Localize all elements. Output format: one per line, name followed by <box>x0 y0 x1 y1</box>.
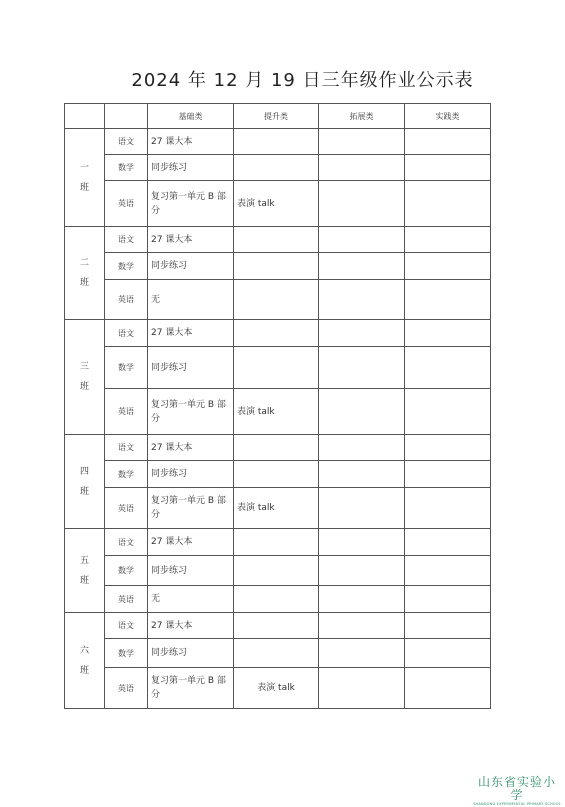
school-name: 山东省实验小学 <box>477 775 556 802</box>
practice-cell <box>405 586 491 613</box>
basic-cell: 27 课大本 <box>148 320 234 347</box>
extend-cell <box>319 389 405 435</box>
advance-cell <box>234 461 319 488</box>
subject-cell: 英语 <box>105 280 148 320</box>
extend-cell <box>319 253 405 280</box>
table-row <box>65 639 491 668</box>
advance-cell <box>234 280 319 320</box>
table-row <box>65 461 491 488</box>
school-name-en: SHANDONG EXPERIMENTAL PRIMARY SCHOOL <box>473 802 561 806</box>
basic-cell: 无 <box>148 586 234 613</box>
header-cell <box>65 104 105 129</box>
subject-cell: 英语 <box>105 389 148 435</box>
extend-cell <box>319 586 405 613</box>
practice-cell <box>405 556 491 586</box>
extend-cell <box>319 529 405 556</box>
basic-cell: 复习第一单元 B 部分 <box>148 181 234 227</box>
class-suffix: 班 <box>79 182 89 193</box>
advance-cell <box>234 586 319 613</box>
basic-cell: 同步练习 <box>148 556 234 586</box>
subject-cell: 英语 <box>105 668 148 709</box>
table-row <box>65 129 491 155</box>
class-name-cell <box>65 435 105 529</box>
class-suffix: 班 <box>79 575 89 586</box>
subject-cell: 英语 <box>105 586 148 613</box>
school-logo <box>472 776 562 807</box>
advance-cell <box>234 613 319 639</box>
basic-cell: 27 课大本 <box>148 613 234 639</box>
header-cell-practice: 实践类 <box>405 104 491 129</box>
advance-cell <box>234 320 319 347</box>
practice-cell <box>405 320 491 347</box>
basic-cell: 同步练习 <box>148 639 234 668</box>
basic-cell: 无 <box>148 280 234 320</box>
extend-cell <box>319 181 405 227</box>
basic-cell: 复习第一单元 B 部分 <box>148 668 234 709</box>
table-row <box>65 227 491 253</box>
extend-cell <box>319 320 405 347</box>
extend-cell <box>319 347 405 389</box>
advance-cell <box>234 253 319 280</box>
header-cell <box>105 104 148 129</box>
header-cell-extend: 拓展类 <box>319 104 405 129</box>
advance-cell: 表演 talk <box>234 668 319 709</box>
class-number: 五 <box>79 555 89 566</box>
class-name-cell <box>65 320 105 435</box>
class-name-cell <box>65 613 105 709</box>
subject-cell: 语文 <box>105 435 148 461</box>
subject-cell: 数学 <box>105 253 148 280</box>
practice-cell <box>405 389 491 435</box>
advance-cell <box>234 435 319 461</box>
table-row <box>65 586 491 613</box>
basic-cell: 27 课大本 <box>148 129 234 155</box>
basic-cell: 27 课大本 <box>148 435 234 461</box>
class-number: 二 <box>79 258 89 268</box>
subject-cell: 语文 <box>105 529 148 556</box>
practice-cell <box>405 227 491 253</box>
advance-cell <box>234 529 319 556</box>
extend-cell <box>319 668 405 709</box>
subject-cell: 语文 <box>105 613 148 639</box>
advance-cell: 表演 talk <box>234 488 319 529</box>
class-name-cell <box>65 529 105 613</box>
subject-cell: 数学 <box>105 461 148 488</box>
table-row <box>65 488 491 529</box>
header-row <box>65 104 491 129</box>
class-number: 三 <box>79 362 89 372</box>
table-row <box>65 668 491 709</box>
basic-cell: 同步练习 <box>148 347 234 389</box>
advance-cell <box>234 227 319 253</box>
practice-cell <box>405 181 491 227</box>
extend-cell <box>319 639 405 668</box>
subject-cell: 语文 <box>105 227 148 253</box>
subject-cell: 英语 <box>105 488 148 529</box>
subject-cell: 数学 <box>105 556 148 586</box>
page-title: 2024 年 12 月 19 日三年级作业公示表 <box>131 70 474 91</box>
extend-cell <box>319 556 405 586</box>
table-row <box>65 155 491 181</box>
practice-cell <box>405 280 491 320</box>
extend-cell <box>319 227 405 253</box>
basic-cell: 27 课大本 <box>148 227 234 253</box>
advance-cell: 表演 talk <box>234 181 319 227</box>
table-row <box>65 613 491 639</box>
advance-cell <box>234 556 319 586</box>
table-row <box>65 556 491 586</box>
subject-cell: 数学 <box>105 155 148 181</box>
practice-cell <box>405 253 491 280</box>
subject-cell: 语文 <box>105 320 148 347</box>
header-cell-basic: 基础类 <box>148 104 234 129</box>
practice-cell <box>405 613 491 639</box>
class-suffix: 班 <box>79 486 89 497</box>
practice-cell <box>405 668 491 709</box>
table-row <box>65 181 491 227</box>
practice-cell <box>405 155 491 181</box>
extend-cell <box>319 129 405 155</box>
subject-cell: 数学 <box>105 639 148 668</box>
advance-cell <box>234 129 319 155</box>
practice-cell <box>405 639 491 668</box>
advance-cell <box>234 347 319 389</box>
practice-cell <box>405 435 491 461</box>
basic-cell: 复习第一单元 B 部分 <box>148 488 234 529</box>
class-number: 四 <box>79 466 89 477</box>
basic-cell: 同步练习 <box>148 253 234 280</box>
subject-cell: 数学 <box>105 347 148 389</box>
advance-cell <box>234 155 319 181</box>
table-row <box>65 280 491 320</box>
basic-cell: 27 课大本 <box>148 529 234 556</box>
practice-cell <box>405 347 491 389</box>
table-row <box>65 529 491 556</box>
table-row <box>65 389 491 435</box>
class-name-cell <box>65 129 105 227</box>
practice-cell <box>405 529 491 556</box>
practice-cell <box>405 129 491 155</box>
table-row <box>65 435 491 461</box>
basic-cell: 复习第一单元 B 部分 <box>148 389 234 435</box>
class-suffix: 班 <box>79 382 89 392</box>
class-name-cell <box>65 227 105 320</box>
advance-cell <box>234 639 319 668</box>
advance-cell: 表演 talk <box>234 389 319 435</box>
table-row <box>65 347 491 389</box>
practice-cell <box>405 488 491 529</box>
subject-cell: 语文 <box>105 129 148 155</box>
extend-cell <box>319 461 405 488</box>
basic-cell: 同步练习 <box>148 461 234 488</box>
class-suffix: 班 <box>79 665 89 676</box>
table-row <box>65 320 491 347</box>
homework-table <box>64 103 491 709</box>
practice-cell <box>405 461 491 488</box>
class-suffix: 班 <box>79 278 89 288</box>
extend-cell <box>319 155 405 181</box>
table-row <box>65 253 491 280</box>
class-number: 一 <box>79 162 89 173</box>
extend-cell <box>319 488 405 529</box>
extend-cell <box>319 435 405 461</box>
header-cell-advance: 提升类 <box>234 104 319 129</box>
extend-cell <box>319 613 405 639</box>
extend-cell <box>319 280 405 320</box>
basic-cell: 同步练习 <box>148 155 234 181</box>
class-number: 六 <box>79 645 89 656</box>
subject-cell: 英语 <box>105 181 148 227</box>
